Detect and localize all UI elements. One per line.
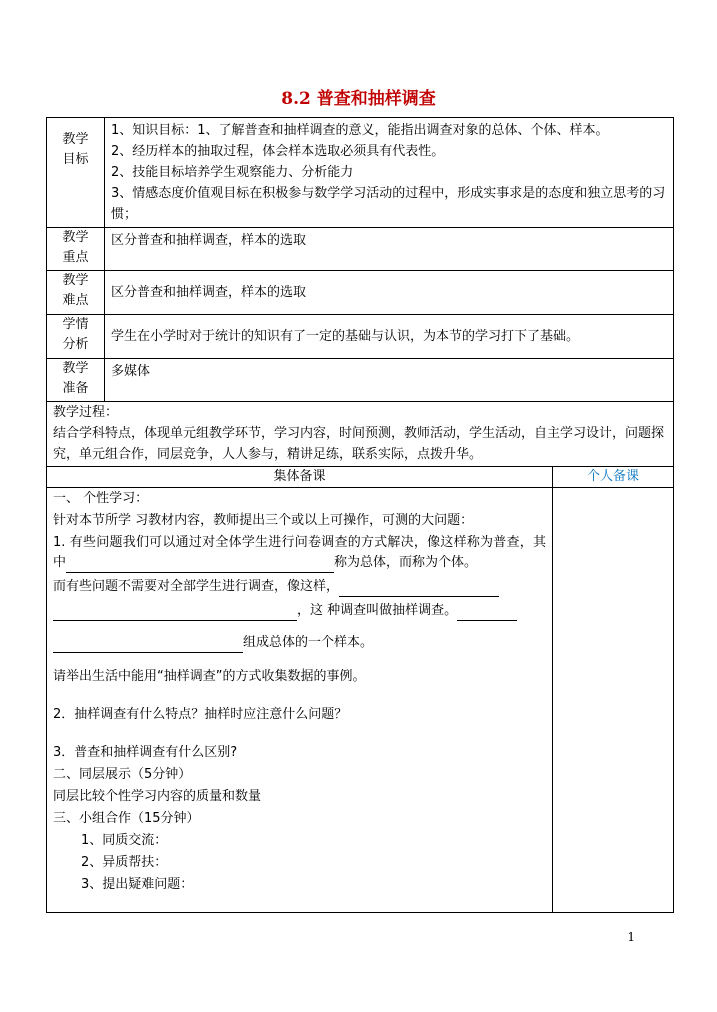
blank-line [53,638,243,653]
difficulties-text: 区分普查和抽样调查，样本的选取 [105,271,674,315]
process-heading: 教学过程： [53,405,119,420]
collective-body-row [47,488,674,913]
personal-body [553,488,674,913]
key-points-row [47,228,674,271]
blank-line [457,606,517,621]
blank-line [66,558,334,573]
objectives-content [105,118,674,228]
preparation-row [47,359,674,402]
column-header-row [47,467,674,488]
question-3: 3．普查和抽样调查有什么区别? [53,745,238,760]
objectives-label: 教学目标 [47,118,105,228]
objective-line: 2、经历样本的抽取过程，体会样本选取必须具有代表性。 [111,144,445,159]
page-title: 8.2 普查和抽样调查 [281,89,436,109]
process-row [47,402,674,467]
section-heading: 二、同层展示（5分钟） [53,767,192,782]
list-item: 2、异质帮扶： [81,855,168,870]
difficulties-row [47,271,674,315]
list-item: 3、提出疑难问题： [81,877,194,892]
list-item: 1、同质交流： [81,833,168,848]
question-1: 1. 有些问题我们可以通过对全体学生进行问卷调查的方式解决，像这样称为普查，其中 称为总体，而称为个体。 [53,533,546,573]
key-points-text: 区分普查和抽样调查，样本的选取 [105,228,674,271]
section-heading: 三、小组合作（15分钟） [53,811,200,826]
objective-line: 3、情感态度价值观目标在积极参与数学学习活动的过程中，形成实事求是的态度和独立思考的习惯； [111,186,666,222]
preparation-label: 教学准备 [47,359,105,402]
question-2: 2．抽样调查有什么特点？抽样时应注意什么问题？ [53,707,348,722]
analysis-text: 学生在小学时对于统计的知识有了一定的基础与认识，为本节的学习打下了基础。 [105,315,674,359]
process-cell [47,402,674,467]
question-1-cont: ，这 种调查叫做抽样调查。 [53,601,546,621]
blank-line [339,582,499,597]
page-number: 1 [627,930,635,944]
analysis-row [47,315,674,359]
difficulties-label: 教学难点 [47,271,105,315]
question-1-cont: 而有些问题不需要对全部学生进行调查，像这样， [53,577,546,597]
question-1-cont: 组成总体的一个样本。 [53,633,546,653]
collective-header: 集体备课 [47,467,553,488]
section-heading: 一、 个性学习： [53,491,149,506]
key-points-label: 教学重点 [47,228,105,271]
objective-line: 1、知识目标：1、了解普查和抽样调查的意义，能指出调查对象的总体、个体、样本。 [111,123,609,138]
analysis-label: 学情分析 [47,315,105,359]
process-text: 结合学科特点，体现单元组教学环节，学习内容，时间预测，教师活动，学生活动，自主学习设计，问题探究，单元组合作，同层竞争，人人参与，精讲足练，联系实际，点拨升华。 [53,426,665,462]
preparation-text: 多媒体 [105,359,674,402]
objective-line: 2、技能目标培养学生观察能力、分析能力 [111,165,354,180]
lesson-plan-table [46,117,674,913]
collective-body [47,488,553,913]
personal-header: 个人备课 [553,467,674,488]
question-1-example: 请举出生活中能用“抽样调查”的方式收集数据的事例。 [53,669,366,684]
intro-text: 针对本节所学 习教材内容，教师提出三个或以上可操作，可测的大问题： [53,513,474,528]
objectives-row [47,118,674,228]
section-text: 同层比较个性学习内容的质量和数量 [53,789,262,804]
blank-line [53,606,297,621]
